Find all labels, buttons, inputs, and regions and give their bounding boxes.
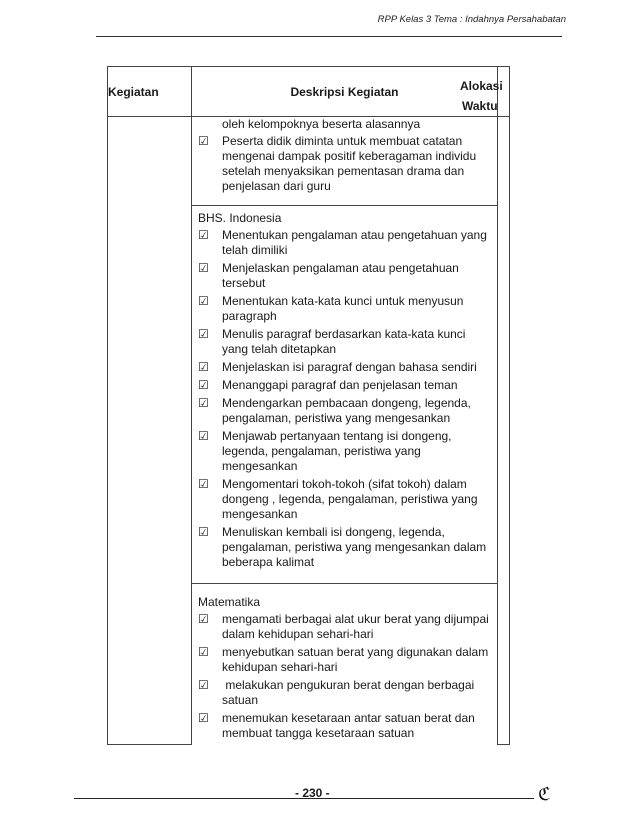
page-number: - 230 - bbox=[295, 786, 330, 800]
header-alokasi-line1: Alokasi bbox=[460, 79, 503, 93]
block1-lead: oleh kelompoknya beserta alasannya bbox=[222, 117, 421, 131]
header-alokasi-line2: Waktu bbox=[462, 99, 498, 113]
checkbox-icon: ☑ bbox=[198, 678, 209, 692]
checkbox-icon: ☑ bbox=[198, 327, 209, 341]
checkbox-icon: ☑ bbox=[198, 228, 209, 242]
checkbox-icon: ☑ bbox=[198, 429, 209, 443]
checkbox-icon: ☑ bbox=[198, 294, 209, 308]
list-item: ☑ Menulis paragraf berdasarkan kata-kata kunci yang telah ditetapkan bbox=[198, 327, 466, 356]
list-item: ☑ Menjawab pertanyaan tentang isi dongeng, legenda, pengalaman, peristiwa yang mengesankan bbox=[198, 429, 452, 473]
checkbox-icon: ☑ bbox=[198, 645, 209, 659]
list-item: ☑ Menanggapi paragraf dan penjelasan teman bbox=[198, 378, 458, 392]
list-item: ☑ Mendengarkan pembacaan dongeng, legenda, pengalaman, peristiwa yang mengesankan bbox=[198, 396, 471, 425]
list-item: ☑ Menentukan kata-kata kunci untuk menyusun paragraph bbox=[198, 294, 464, 323]
publisher-logo-icon: ℭ bbox=[538, 784, 551, 804]
running-header: RPP Kelas 3 Tema : Indahnya Persahabatan bbox=[377, 14, 566, 25]
list-item: ☑ Menuliskan kembali isi dongeng, legenda, pengalaman, peristiwa yang mengesankan dalam beberapa kalimat bbox=[198, 525, 487, 569]
checkbox-icon: ☑ bbox=[198, 360, 209, 374]
deskripsi-block-2 bbox=[192, 206, 498, 584]
alokasi-cell bbox=[498, 117, 510, 745]
list-item: ☑ menemukan kesetaraan antar satuan berat dan membuat tangga kesetaraan satuan bbox=[198, 711, 475, 740]
checkbox-icon: ☑ bbox=[198, 612, 209, 626]
header-alokasi bbox=[460, 67, 510, 117]
activity-table bbox=[107, 66, 510, 745]
list-item: ☑ Menjelaskan pengalaman atau pengetahuan tersebut bbox=[198, 261, 459, 290]
list-item: ☑ mengamati berbagai alat ukur berat yang dijumpai dalam kehidupan sehari-hari bbox=[198, 612, 489, 641]
deskripsi-block-1 bbox=[192, 117, 498, 206]
list-item: ☑ Mengomentari tokoh-tokoh (sifat tokoh) dalam dongeng , legenda, pengalaman, peristiwa yang mengesankan bbox=[198, 477, 478, 521]
checkbox-icon: ☑ bbox=[198, 525, 209, 539]
checkbox-icon: ☑ bbox=[198, 378, 209, 392]
checkbox-icon: ☑ bbox=[198, 711, 209, 725]
list-item: ☑ Peserta didik diminta untuk membuat catatan mengenai dampak positif keberagaman individu setelah menyaksikan pementasan drama dan penjelasan dari guru bbox=[198, 134, 477, 193]
header-kegiatan: Kegiatan bbox=[108, 67, 192, 117]
list-item: ☑ melakukan pengukuran berat dengan berbagai satuan bbox=[198, 678, 478, 707]
list-item: ☑ Menjelaskan isi paragraf dengan bahasa sendiri bbox=[198, 360, 477, 374]
footer-rule bbox=[74, 798, 534, 799]
checkbox-icon: ☑ bbox=[198, 477, 209, 491]
list-item: ☑ menyebutkan satuan berat yang digunakan dalam kehidupan sehari-hari bbox=[198, 645, 489, 674]
list-item: ☑ Menentukan pengalaman atau pengetahuan yang telah dimiliki bbox=[198, 228, 487, 257]
deskripsi-block-3 bbox=[192, 584, 498, 745]
checkbox-icon: ☑ bbox=[198, 396, 209, 410]
kegiatan-cell bbox=[108, 117, 192, 745]
checkbox-icon: ☑ bbox=[198, 134, 209, 148]
header-rule bbox=[96, 36, 562, 37]
checkbox-icon: ☑ bbox=[198, 261, 209, 275]
section-title-matematika: Matematika bbox=[198, 595, 261, 609]
table-row bbox=[108, 117, 510, 206]
table-header-row bbox=[108, 67, 510, 117]
section-title-bhs-indonesia: BHS. Indonesia bbox=[198, 211, 282, 225]
header-deskripsi: Deskripsi Kegiatan bbox=[192, 67, 498, 117]
